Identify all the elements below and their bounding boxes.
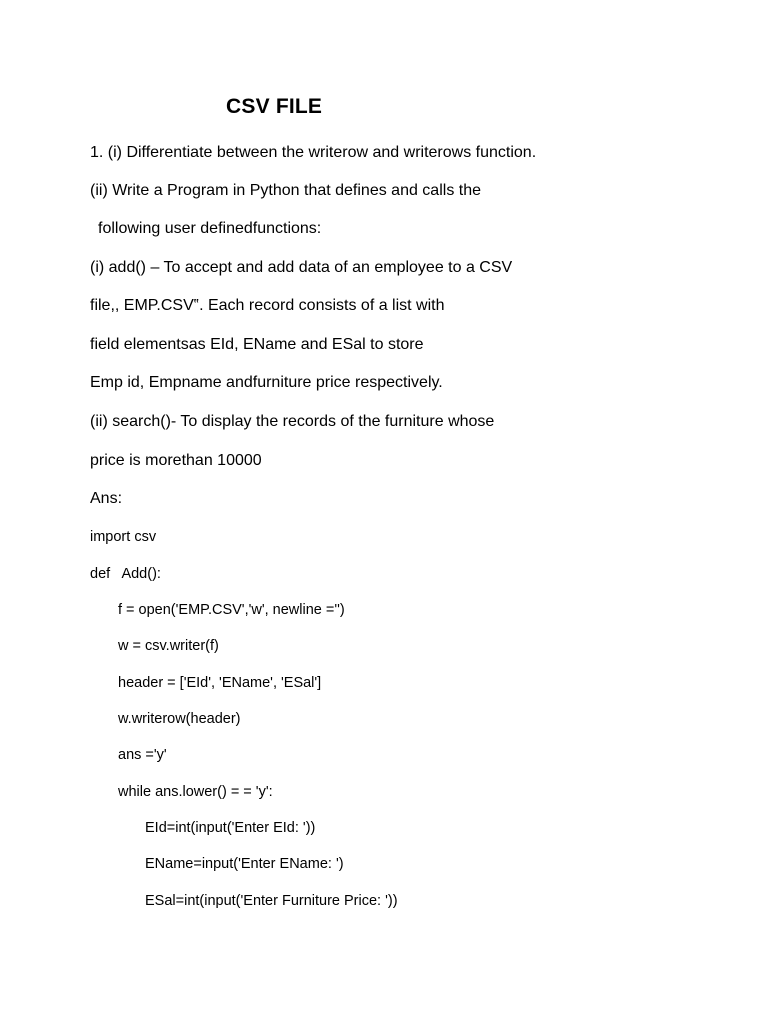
code-line: def Add(): xyxy=(90,566,161,582)
question-line: following user definedfunctions: xyxy=(98,220,322,237)
code-line: f = open('EMP.CSV','w', newline ='') xyxy=(118,602,345,618)
code-line: import csv xyxy=(90,529,157,545)
code-line: EId=int(input('Enter EId: ')) xyxy=(145,820,316,836)
question-line: (ii) Write a Program in Python that defines and calls the xyxy=(90,182,481,199)
question-line: field elementsas EId, EName and ESal to store xyxy=(90,336,424,353)
question-line: Emp id, Empname andfurniture price respectively. xyxy=(90,374,443,391)
code-line: ESal=int(input('Enter Furniture Price: ')) xyxy=(145,893,398,909)
code-line: EName=input('Enter EName: ') xyxy=(145,856,344,872)
code-line: ans ='y' xyxy=(118,747,167,763)
question-line: file,, EMP.CSV‟. Each record consists of a list with xyxy=(90,297,445,314)
document-title: CSV FILE xyxy=(226,95,323,118)
question-line: (i) add() – To accept and add data of an employee to a CSV xyxy=(90,259,513,276)
answer-label: Ans: xyxy=(90,490,123,507)
code-line: w = csv.writer(f) xyxy=(118,638,219,654)
question-line: price is morethan 10000 xyxy=(90,452,262,469)
question-line: 1. (i) Differentiate between the writerow and writerows function. xyxy=(90,144,537,161)
code-line: header = ['EId', 'EName', 'ESal'] xyxy=(118,675,322,691)
code-line: w.writerow(header) xyxy=(118,711,241,727)
question-line: (ii) search()- To display the records of the furniture whose xyxy=(90,413,495,430)
code-line: while ans.lower() = = 'y': xyxy=(118,784,273,800)
